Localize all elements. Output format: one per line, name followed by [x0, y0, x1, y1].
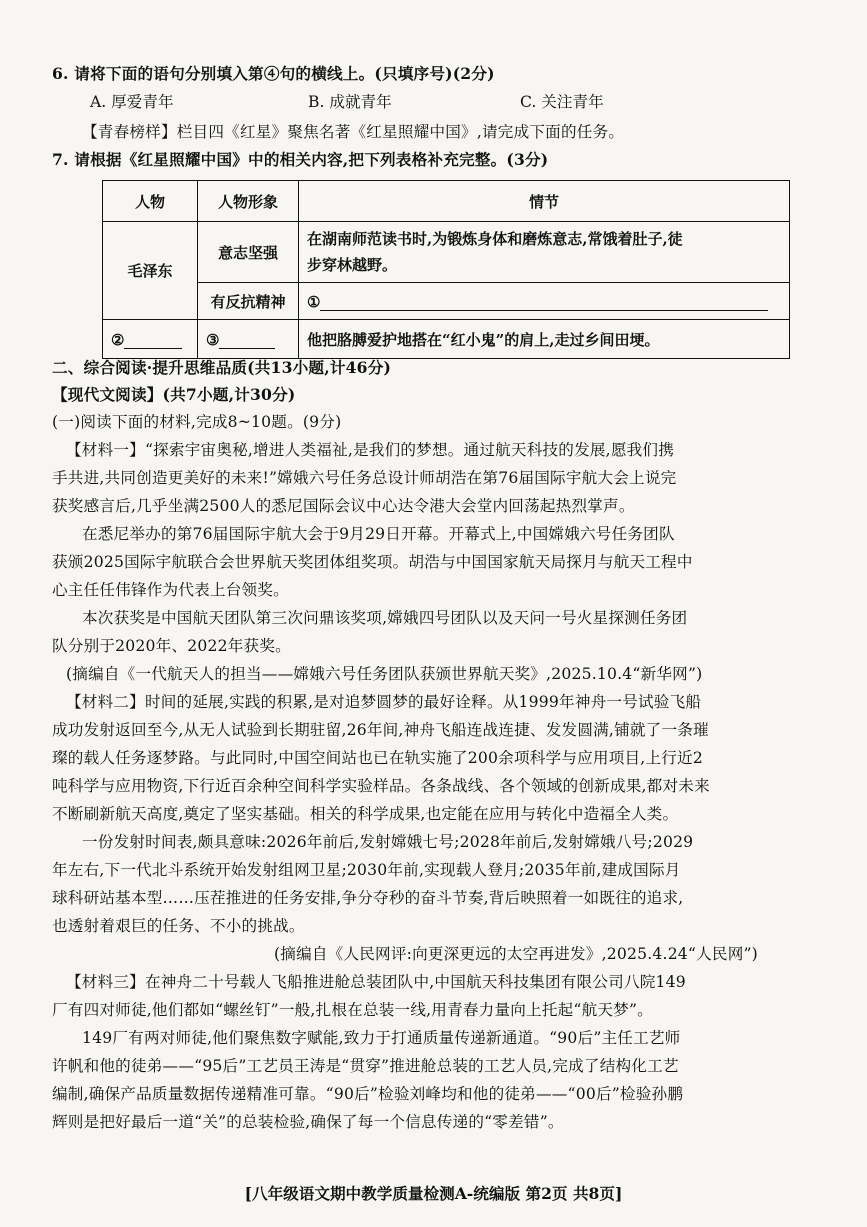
- table-cell-person1: 毛泽东: [103, 222, 198, 320]
- answer-blank-1[interactable]: [320, 292, 768, 311]
- source-citation-2: (摘编自《人民网评:向更深更远的太空再进发》,2025.4.24“人民网”): [274, 945, 758, 963]
- para-line: 本次获奖是中国航天团队第三次问鼎该奖项,嫦娥四号团队以及天问一号火星探测任务团: [82, 609, 688, 627]
- answer-blank-2[interactable]: [124, 330, 182, 349]
- answer-blank-3[interactable]: [219, 330, 275, 349]
- table-cell-trait2: 有反抗精神: [198, 283, 299, 320]
- para-line: 年左右,下一代北斗系统开始发射组网卫星;2030年前,实现载人登月;2035年前,建成国际月: [52, 861, 681, 879]
- para-line: 也透射着艰巨的任务、不小的挑战。: [52, 917, 305, 935]
- table-cell-blank3: [198, 320, 299, 359]
- blank3-marker: ③: [206, 330, 220, 349]
- part-1-heading: (一)阅读下面的材料,完成8~10题。(9分): [52, 413, 342, 431]
- para-line: 获颁2025国际宇航联合会世界航天奖团体组奖项。胡浩与中国国家航天局探月与航天工程中: [52, 553, 693, 571]
- table-cell-plot3: 他把胳膊爱护地搭在“红小鬼”的肩上,走过乡间田埂。: [299, 320, 790, 359]
- q7-table: [102, 180, 790, 359]
- plot1-line2: 步穿林越野。: [307, 256, 398, 274]
- table-header-trait: 人物形象: [198, 181, 299, 222]
- para-line: 手共进,共同创造更美好的未来!”嫦娥六号任务总设计师胡浩在第76届国际宇航大会上说完: [52, 469, 677, 487]
- q6-option-b: B. 成就青年: [308, 93, 392, 111]
- para-line: 获奖感言后,几乎坐满2500人的悉尼国际会议中心达令港大会堂内回荡起热烈掌声。: [52, 497, 635, 515]
- para-line: 在悉尼举办的第76届国际宇航大会于9月29日开幕。开幕式上,中国嫦娥六号任务团队: [82, 525, 675, 543]
- para-line: 【材料三】在神舟二十号载人飞船推进舱总装团队中,中国航天科技集团有限公司八院149: [66, 973, 686, 991]
- para-line: 辉则是把好最后一道“关”的总装检验,确保了每一个信息传递的“零差错”。: [52, 1113, 564, 1131]
- q6-stem: 6. 请将下面的语句分别填入第④句的横线上。(只填序号)(2分): [52, 64, 495, 83]
- section-2-heading: 二、综合阅读·提升思维品质(共13小题,计46分): [52, 358, 392, 377]
- blank2-marker: ②: [111, 330, 125, 349]
- q7-stem: 7. 请根据《红星照耀中国》中的相关内容,把下列表格补充完整。(3分): [52, 150, 549, 169]
- table-cell-trait1: 意志坚强: [198, 222, 299, 283]
- para-line: 编制,确保产品质量数据传递精准可靠。“90后”检验刘峰均和他的徒弟——“00后”检验孙鹏: [52, 1085, 684, 1103]
- table-cell-blank2: [103, 320, 198, 359]
- table-header-person: 人物: [103, 181, 198, 222]
- para-line: 一份发射时间表,颇具意味:2026年前后,发射嫦娥七号;2028年前后,发射嫦娥八号;2029: [82, 833, 694, 851]
- red-star-intro: 【青春榜样】栏目四《红星》聚焦名著《红星照耀中国》,请完成下面的任务。: [82, 123, 625, 141]
- para-line: 球科研站基本型……压茬推进的任务安排,争分夺秒的奋斗节奏,背后映照着一如既往的追求,: [52, 889, 684, 907]
- source-citation-1: (摘编自《一代航天人的担当——嫦娥六号任务团队获颁世界航天奖》,2025.10.4“新华网”): [66, 665, 703, 683]
- q6-option-c: C. 关注青年: [520, 93, 604, 111]
- para-line: 心主任任伟锋作为代表上台领奖。: [52, 581, 289, 599]
- para-line: 厂有四对师徒,他们都如“螺丝钉”一般,扎根在总装一线,用青春力量向上托起“航天梦”。: [52, 1001, 653, 1019]
- para-line: 队分别于2020年、2022年获奖。: [52, 637, 291, 655]
- page-footer: [八年级语文期中教学质量检测A-统编版 第2页 共8页]: [244, 1184, 623, 1203]
- para-line: 【材料二】时间的延展,实践的积累,是对追梦圆梦的最好诠释。从1999年神舟一号试验飞船: [66, 693, 702, 711]
- table-cell-plot1: [299, 222, 790, 283]
- modern-reading-heading: 【现代文阅读】(共7小题,计30分): [52, 385, 296, 404]
- q6-option-a: A. 厚爱青年: [90, 93, 174, 111]
- para-line: 璨的载人任务逐梦路。与此同时,中国空间站也已在轨实施了200余项科学与应用项目,上行近2: [52, 749, 703, 767]
- table-cell-blank1: [299, 283, 790, 320]
- para-line: 【材料一】“探索宇宙奥秘,增进人类福祉,是我们的梦想。通过航天科技的发展,愿我们携: [66, 441, 675, 459]
- para-line: 许帆和他的徒弟——“95后”工艺员王涛是“贯穿”推进舱总装的工艺人员,完成了结构化工艺: [52, 1057, 679, 1075]
- plot1-line1: 在湖南师范读书时,为锻炼身体和磨炼意志,常饿着肚子,徒: [307, 230, 683, 248]
- blank1-marker: ①: [307, 292, 321, 311]
- para-line: 吨科学与应用物资,下行近百余种空间科学实验样品。各条战线、各个领域的创新成果,都对未来: [52, 777, 710, 795]
- table-header-plot: 情节: [299, 181, 790, 222]
- para-line: 成功发射返回至今,从无人试验到长期驻留,26年间,神舟飞船连战连捷、发发圆满,铺就了一条璀: [52, 721, 709, 739]
- para-line: 不断刷新航天高度,奠定了坚实基础。相关的科学成果,也定能在应用与转化中造福全人类。: [52, 805, 679, 823]
- para-line: 149厂有两对师徒,他们聚焦数字赋能,致力于打通质量传递新通道。“90后”主任工艺师: [82, 1029, 681, 1047]
